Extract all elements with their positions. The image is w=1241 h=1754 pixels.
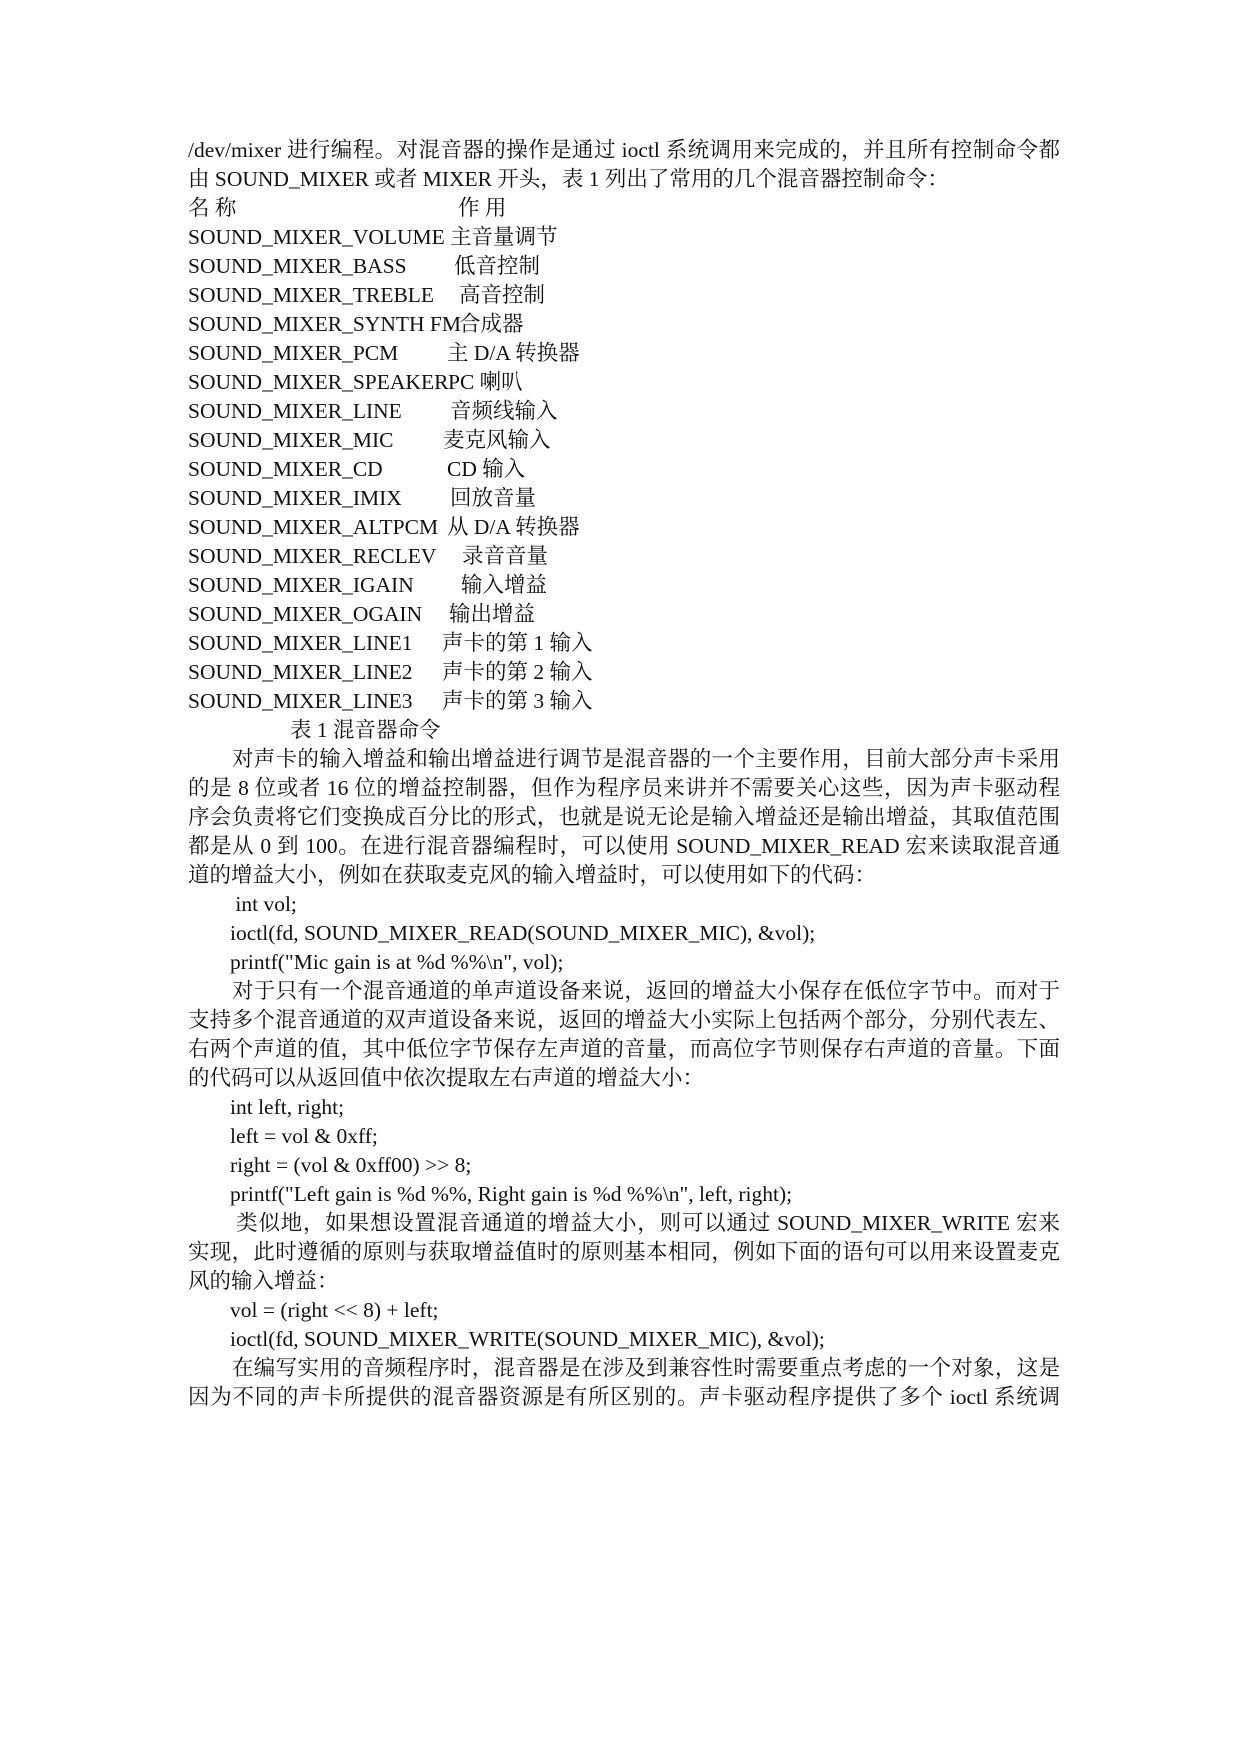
command-name: SOUND_MIXER_TREBLE: [188, 283, 435, 307]
code-line: int left, right;: [230, 1095, 345, 1119]
command-desc: 输出增益: [449, 602, 536, 626]
command-desc: 主 D/A 转换器: [447, 341, 580, 365]
command-desc: 声卡的第 2 输入: [442, 660, 593, 684]
code-line: right = (vol & 0xff00) >> 8;: [230, 1153, 472, 1177]
para1-line-3: 序会负责将它们变换成百分比的形式，也就是说无论是输入增益还是输出增益，其取值范围: [188, 805, 1060, 829]
table-caption: 表 1 混音器命令: [290, 718, 441, 742]
command-name: SOUND_MIXER_BASS: [188, 254, 407, 278]
command-desc: 音频线输入: [450, 399, 558, 423]
command-desc: 从 D/A 转换器: [447, 515, 580, 539]
command-desc: 声卡的第 3 输入: [442, 689, 593, 713]
intro-line-2: 由 SOUND_MIXER 或者 MIXER 开头，表 1 列出了常用的几个混音器控制命令：: [188, 167, 949, 191]
code-line: int vol;: [230, 892, 297, 916]
command-name: SOUND_MIXER_SPEAKER: [188, 370, 449, 394]
para1-line-2: 的是 8 位或者 16 位的增益控制器，但作为程序员来讲并不需要关心这些，因为声卡驱动程: [188, 776, 1060, 800]
command-name: SOUND_MIXER_IMIX: [188, 486, 402, 510]
command-desc: CD 输入: [447, 457, 526, 481]
command-name: SOUND_MIXER_ALTPCM: [188, 515, 439, 539]
para1-line-4: 都是从 0 到 100。在进行混音器编程时，可以使用 SOUND_MIXER_READ 宏来读取混音通: [188, 834, 1060, 858]
para2-line-3: 右两个声道的值，其中低位字节保存左声道的音量，而高位字节则保存右声道的音量。下面: [188, 1037, 1060, 1061]
para1-line-1: 对声卡的输入增益和输出增益进行调节是混音器的一个主要作用，目前大部分声卡采用: [232, 747, 1060, 771]
command-name: SOUND_MIXER_IGAIN: [188, 573, 414, 597]
para4-line-1: 在编写实用的音频程序时，混音器是在涉及到兼容性时需要重点考虑的一个对象，这是: [232, 1356, 1060, 1380]
command-name: SOUND_MIXER_MIC: [188, 428, 394, 452]
para2-line-2: 支持多个混音通道的双声道设备来说，返回的增益大小实际上包括两个部分，分别代表左、: [188, 1008, 1060, 1032]
table-header-name: 名 称: [188, 196, 237, 220]
para2-line-4: 的代码可以从返回值中依次提取左右声道的增益大小：: [188, 1066, 705, 1090]
code-line: vol = (right << 8) + left;: [230, 1298, 439, 1322]
command-name: SOUND_MIXER_LINE3: [188, 689, 413, 713]
command-name: SOUND_MIXER_CD: [188, 457, 383, 481]
command-desc: 声卡的第 1 输入: [442, 631, 593, 655]
command-name: SOUND_MIXER_LINE: [188, 399, 402, 423]
command-name: SOUND_MIXER_RECLEV: [188, 544, 437, 568]
para3-line-1: 类似地，如果想设置混音通道的增益大小，则可以通过 SOUND_MIXER_WRITE 宏来: [230, 1211, 1060, 1235]
para1-line-5: 道的增益大小，例如在获取麦克风的输入增益时，可以使用如下的代码：: [188, 863, 877, 887]
command-desc: 合成器: [459, 312, 524, 336]
command-desc: 主音量调节: [450, 225, 558, 249]
table-header-desc: 作 用: [458, 196, 507, 220]
para3-line-2: 实现，此时遵循的原则与获取增益值时的原则基本相同，例如下面的语句可以用来设置麦克: [188, 1240, 1060, 1264]
command-desc: 输入增益: [461, 573, 548, 597]
intro-line-1: /dev/mixer 进行编程。对混音器的操作是通过 ioctl 系统调用来完成的，并且所有控制命令都: [188, 138, 1060, 162]
command-desc: 麦克风输入: [443, 428, 551, 452]
command-name: SOUND_MIXER_OGAIN: [188, 602, 423, 626]
code-line: ioctl(fd, SOUND_MIXER_READ(SOUND_MIXER_MIC), &vol);: [230, 921, 816, 945]
code-line: printf("Mic gain is at %d %%\n", vol);: [230, 950, 564, 974]
command-desc: 低音控制: [454, 254, 541, 278]
command-name: SOUND_MIXER_VOLUME: [188, 225, 445, 249]
command-desc: PC 喇叭: [448, 370, 523, 394]
command-desc: 高音控制: [459, 283, 546, 307]
command-name: SOUND_MIXER_LINE1: [188, 631, 413, 655]
code-line: ioctl(fd, SOUND_MIXER_WRITE(SOUND_MIXER_MIC), &vol);: [230, 1327, 825, 1351]
code-line: printf("Left gain is %d %%, Right gain is %d %%\n", left, right);: [230, 1182, 793, 1206]
command-desc: 录音音量: [462, 544, 549, 568]
code-line: left = vol & 0xff;: [230, 1124, 378, 1148]
command-name: SOUND_MIXER_LINE2: [188, 660, 413, 684]
para4-line-2: 因为不同的声卡所提供的混音器资源是有所区别的。声卡驱动程序提供了多个 ioctl 系统调: [188, 1385, 1060, 1409]
para3-line-3: 风的输入增益：: [188, 1269, 339, 1293]
command-name: SOUND_MIXER_PCM: [188, 341, 399, 365]
command-name: SOUND_MIXER_SYNTH FM: [188, 312, 461, 336]
para2-line-1: 对于只有一个混音通道的单声道设备来说，返回的增益大小保存在低位字节中。而对于: [232, 979, 1060, 1003]
command-desc: 回放音量: [450, 486, 537, 510]
